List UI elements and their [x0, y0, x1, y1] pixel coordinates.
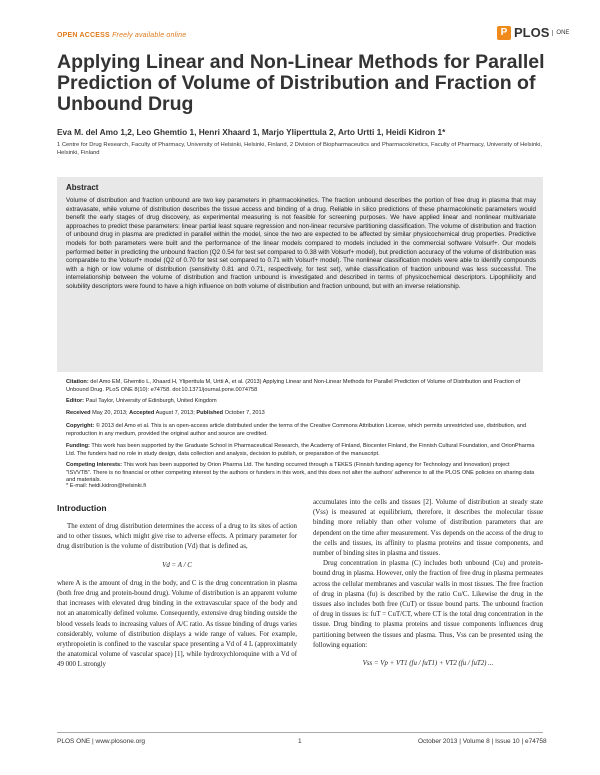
- introduction-heading: Introduction: [57, 503, 107, 513]
- author-list: Eva M. del Amo 1,2, Leo Ghemtio 1, Henri Xhaard 1, Marjo Yliperttula 2, Arto Urtti 1, Heidi Kidron 1*: [57, 127, 446, 137]
- affiliations: 1 Centre for Drug Research, Faculty of Pharmacy, University of Helsinki, Helsinki, Finland, 2 Division of Biopharmaceutics and Pharmacokinetics, Faculty of Pharmacy, University of Helsinki, Helsinki, Finland: [57, 142, 542, 156]
- email-link[interactable]: heidi.kidron@helsinki.fi: [88, 483, 146, 489]
- equation-vss: Vss = Vp + VT1 (fu / fuT1) + VT2 (fu / fuT2) ...: [362, 660, 494, 668]
- intro-column-1: The extent of drug distribution determines the access of a drug to its sites of action and to other tissues, which might give rise to adverse effects. A primary parameter for drug distribution is the volume of distribution (Vd) that is defined as, Vd = A / C where A is the amount of drug in the body, and C is the drug concentration in plasma (both free drug and protein-bound drug). Volume of distribution is an apparent volume that increases with elevated drug binding in the extravascular space of the body and not an anatomically defined volume. Consequently, extensive drug binding outside the blood vessels leads to increasing values of A/C ratio. As tissue binding of drugs varies considerably, volume of distribution displays a wide range of values. For example, erythropoietin is confined to the vascular space presenting a Vd of 4 L (approximately the anatomical volume of vascular space) [1], while hydroxychloroquine with a Vd of 49 000 L strongly: [57, 523, 297, 669]
- funding: Funding: This work has been supported by the Graduate School in Pharmaceutical Research, the Academy of Finland, Biocenter Finland, the Finnish Cultural Foundation, and OrionPharma Ltd. The funders had no role in study design, data collection and analysis, decision to publish, or preparation of the manuscript.: [66, 443, 535, 457]
- plos-one-logo: P PLOS ONE: [497, 25, 569, 40]
- abstract-heading: Abstract: [66, 183, 99, 192]
- article-title: Applying Linear and Non-Linear Methods for Parallel Prediction of Volume of Distribution and Fraction of Unbound Drug: [57, 51, 545, 115]
- competing-interests: Competing Interests: This work has been supported by Orion Pharma Ltd. The funding occurred through a TEKES (Finnish funding agency for Technology and Innovation) project "ISVVTB". There is no financial or other competing interest by the authors or funders in this work, and this does not alter the authors' adherence to all the PLOS ONE policies on sharing data and materials.: [66, 462, 535, 483]
- footer-issue: October 2013 | Volume 8 | Issue 10 | e74758: [418, 738, 547, 745]
- citation: Citation: del Amo EM, Ghemtio L, Xhaard H, Yliperttula M, Urtti A, et al. (2013) Applying Linear and Non-Linear Methods for Parallel Prediction of Volume of Distribution and Fraction of Unbound Drug. PLoS ONE 8(10): e74758. doi:10.1371/journal.pone.0074758: [66, 379, 521, 393]
- copyright: Copyright: © 2013 del Amo et al. This is an open-access article distributed under the terms of the Creative Commons Attribution License, which permits unrestricted use, distribution, and reproduction in any medium, provided the original author and source are credited.: [66, 423, 527, 437]
- email: * E-mail: heidi.kidron@helsinki.fi: [66, 483, 146, 489]
- footer-journal: PLOS ONE | www.plosone.org: [57, 738, 146, 745]
- plos-logo-icon: P: [497, 26, 511, 40]
- footer-page-number: 1: [298, 738, 302, 745]
- intro-column-2: accumulates into the cells and tissues [2]. Volume of distribution at steady state (Vss) is measured at equilibrium, therefore, it describes the molecular tissue binding more reliably than other volume of distribution parameters that are dependent on the time after measurement. Vss depends on the access of the drug to the cells and tissues, its affinity to plasma proteins and tissue components, and number of binding sites in plasma and tissues. Drug concentration in plasma (C) includes both unbound (Cu) and protein-bound drug in plasma. However, only the fraction of free drug in plasma permeates across the cellular membranes and vascular walls in most tissues. The free fraction of drug in plasma (fu) is described by the ratio Cu/C. Likewise the drug in the tissues also includes both free (CuT) or tissue bound parts. The unbound fraction of drug in tissues is: fuT = CuT/CT, where CT is the total drug concentration in the tissue. Drug binding to plasma proteins and tissue components influences drug partitioning between the tissues and plasma. Thus, Vss can be presented using the following equation: Vss = Vp + VT1 (fu / fuT1) + VT2 (fu / fuT2) ...: [313, 498, 543, 669]
- dates: Received May 20, 2013; Accepted August 7, 2013; Published October 7, 2013: [66, 410, 265, 416]
- abstract-text: Volume of distribution and fraction unbound are two key parameters in pharmacokinetics. The fraction unbound describes the portion of free drug in plasma that may extravasate, while volume of distribution describes the tissue access and binding of a drug. Reliable in silico predictions of these pharmacokinetic parameters would benefit the early stages of drug discovery, as experimental measuring is not feasible for screening purposes. We have applied linear and nonlinear multivariate approaches to predict these parameters: linear partial least square regression and non-linear recursive partitioning classification. The volume of distribution and fraction of unbound drug in plasma are predicted in parallel within the model, since the two are expected to be affected by similar physicochemical drug properties. Predictive models for both parameters were built and the performance of the linear models compared to models included in the commercial software Volsurf+. Our models performed better in predicting the unbound fraction (Q2 0.54 for test set compared to 0.38 with Volsurf+ model), but prediction accuracy of the volume of distribution was comparable to the Volsurf+ model (Q2 of 0.70 for test set compared to 0.71 with Volsurf+ model). The nonlinear classification models were able to identify compounds with a high or low volume of distribution (sensitivity 0.81 and 0.71, respectively, for test set), while classification of fraction unbound was less successful. The interrelationship between the volume of distribution and fraction unbound is investigated and described in terms of physicochemical descriptors. Lipophilicity and solubility descriptors were found to have a high influence on both volume of distribution and fraction unbound, but with an inverse relationship.: [66, 197, 536, 290]
- equation-vd: Vd = A / C: [162, 561, 192, 569]
- editor: Editor: Paul Taylor, University of Edinburgh, United Kingdom: [66, 398, 217, 404]
- footer-rule: [57, 732, 543, 733]
- open-access-badge: OPEN ACCESS Freely available online: [57, 32, 187, 39]
